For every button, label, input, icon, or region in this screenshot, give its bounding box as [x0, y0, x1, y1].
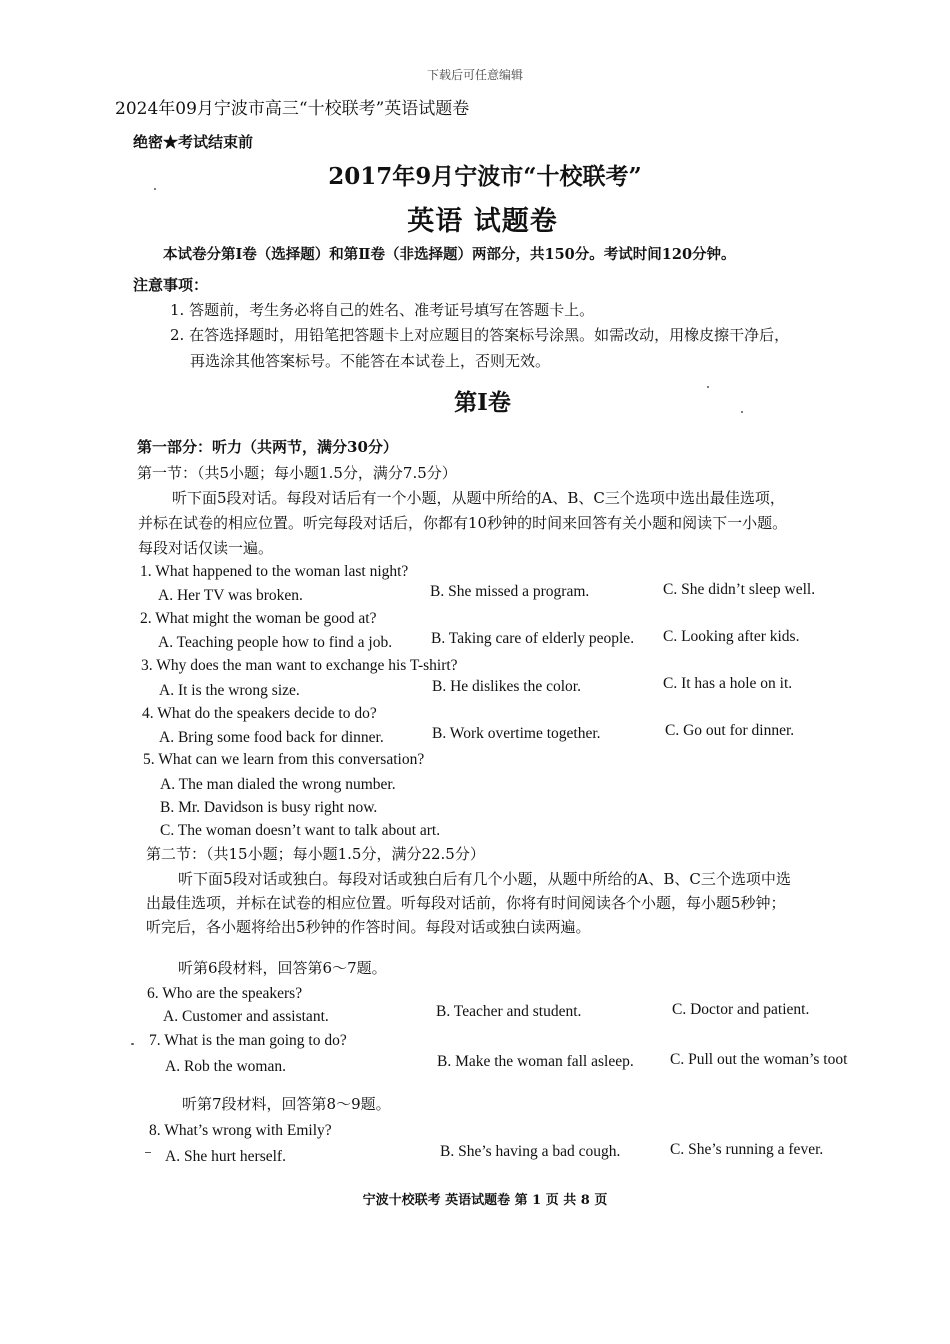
document-title: 2024年09月宁波市高三“十校联考”英语试题卷: [115, 99, 470, 119]
option-b: B. Work overtime together.: [432, 725, 601, 742]
question: 4. What do the speakers decide to do?: [142, 705, 377, 722]
scan-speck: [741, 411, 743, 413]
section1-directions: 听下面5段对话。每段对话后有一个小题，从题中所给的A、B、C三个选项中选出最佳选项，: [172, 489, 785, 507]
section2-directions: 听完后，各小题将给出5秒钟的作答时间。每段对话或独白读两遍。: [146, 918, 591, 936]
confidential-label: 绝密★考试结束前: [133, 133, 254, 151]
section2-title: 第二节：（共15小题；每小题1.5分，满分22.5分）: [146, 845, 485, 863]
material-heading: 听第7段材料，回答第8～9题。: [182, 1095, 391, 1113]
part1-title: 第一部分：听力（共两节，满分30分）: [137, 438, 398, 456]
option-a: A. Bring some food back for dinner.: [159, 729, 384, 746]
scan-speck: [131, 1043, 134, 1045]
question: 3. Why does the man want to exchange his T-shirt?: [141, 657, 458, 674]
option-a: A. Customer and assistant.: [163, 1008, 329, 1025]
option-a: A. Her TV was broken.: [158, 587, 303, 604]
question: 1. What happened to the woman last night?: [140, 563, 409, 580]
question: 8. What’s wrong with Emily?: [149, 1122, 332, 1139]
option-c: C. Pull out the woman’s toot: [670, 1051, 848, 1068]
section1-directions: 每段对话仅读一遍。: [138, 539, 274, 557]
option-a: A. She hurt herself.: [165, 1148, 286, 1165]
material-heading: 听第6段材料，回答第6～7题。: [178, 959, 387, 977]
option-b: B. He dislikes the color.: [432, 678, 581, 695]
option-a: A. Rob the woman.: [165, 1058, 286, 1075]
download-note: 下载后可任意编辑: [426, 68, 523, 82]
section1-title: 第一节：（共5小题；每小题1.5分，满分7.5分）: [137, 464, 457, 482]
page-footer: 宁波十校联考 英语试题卷 第 1 页 共 8 页: [362, 1193, 608, 1208]
option-c: C. The woman doesn’t want to talk about art.: [160, 822, 441, 839]
option-c: C. She didn’t sleep well.: [663, 581, 816, 598]
subject-title: 英语 试题卷: [407, 206, 558, 237]
question: 5. What can we learn from this conversation?: [143, 751, 425, 768]
option-c: C. Go out for dinner.: [665, 722, 795, 739]
option-a: A. It is the wrong size.: [159, 682, 300, 699]
option-c: C. Looking after kids.: [663, 628, 800, 645]
scan-speck: [154, 188, 156, 190]
option-a: A. Teaching people how to find a job.: [158, 634, 393, 651]
notice-item: 2. 在答选择题时，用铅笔把答题卡上对应题目的答案标号涂黑。如需改动，用橡皮擦干净后，: [170, 326, 790, 344]
notice-item: 再选涂其他答案标号。不能答在本试卷上，否则无效。: [190, 352, 551, 370]
option-c: C. It has a hole on it.: [663, 675, 793, 692]
section2-directions: 听下面5段对话或独白。每段对话或独白后有几个小题，从题中所给的A、B、C三个选项中选: [178, 870, 791, 888]
option-c: C. She’s running a fever.: [670, 1141, 824, 1158]
section2-directions: 出最佳选项，并标在试卷的相应位置。听每段对话前，你将有时间阅读各个小题，每小题5秒钟；: [146, 894, 786, 912]
exam-summary: 本试卷分第Ⅰ卷（选择题）和第Ⅱ卷（非选择题）两部分，共150分。考试时间120分钟。: [163, 246, 736, 263]
option-b: B. She’s having a bad cough.: [440, 1143, 621, 1160]
volume-heading: 第Ⅰ卷: [454, 389, 511, 416]
option-c: C. Doctor and patient.: [672, 1001, 810, 1018]
option-b: B. Taking care of elderly people.: [431, 630, 635, 647]
notice-item: 1. 答题前，考生务必将自己的姓名、准考证号填写在答题卡上。: [170, 301, 595, 319]
option-b: B. She missed a program.: [430, 583, 590, 600]
exam-title: 2017年9月宁波市“十校联考”: [328, 163, 642, 190]
scan-speck: [707, 386, 709, 388]
option-a: A. The man dialed the wrong number.: [160, 776, 396, 793]
question: 6. Who are the speakers?: [147, 985, 303, 1002]
section1-directions: 并标在试卷的相应位置。听完每段对话后，你都有10秒钟的时间来回答有关小题和阅读下一小题。: [138, 514, 788, 532]
question: 7. What is the man going to do?: [149, 1032, 347, 1049]
scan-speck: [145, 1152, 151, 1153]
option-b: B. Teacher and student.: [436, 1003, 582, 1020]
option-b: B. Mr. Davidson is busy right now.: [160, 799, 378, 816]
notice-title: 注意事项：: [133, 276, 209, 294]
question: 2. What might the woman be good at?: [140, 610, 377, 627]
option-b: B. Make the woman fall asleep.: [437, 1053, 634, 1070]
